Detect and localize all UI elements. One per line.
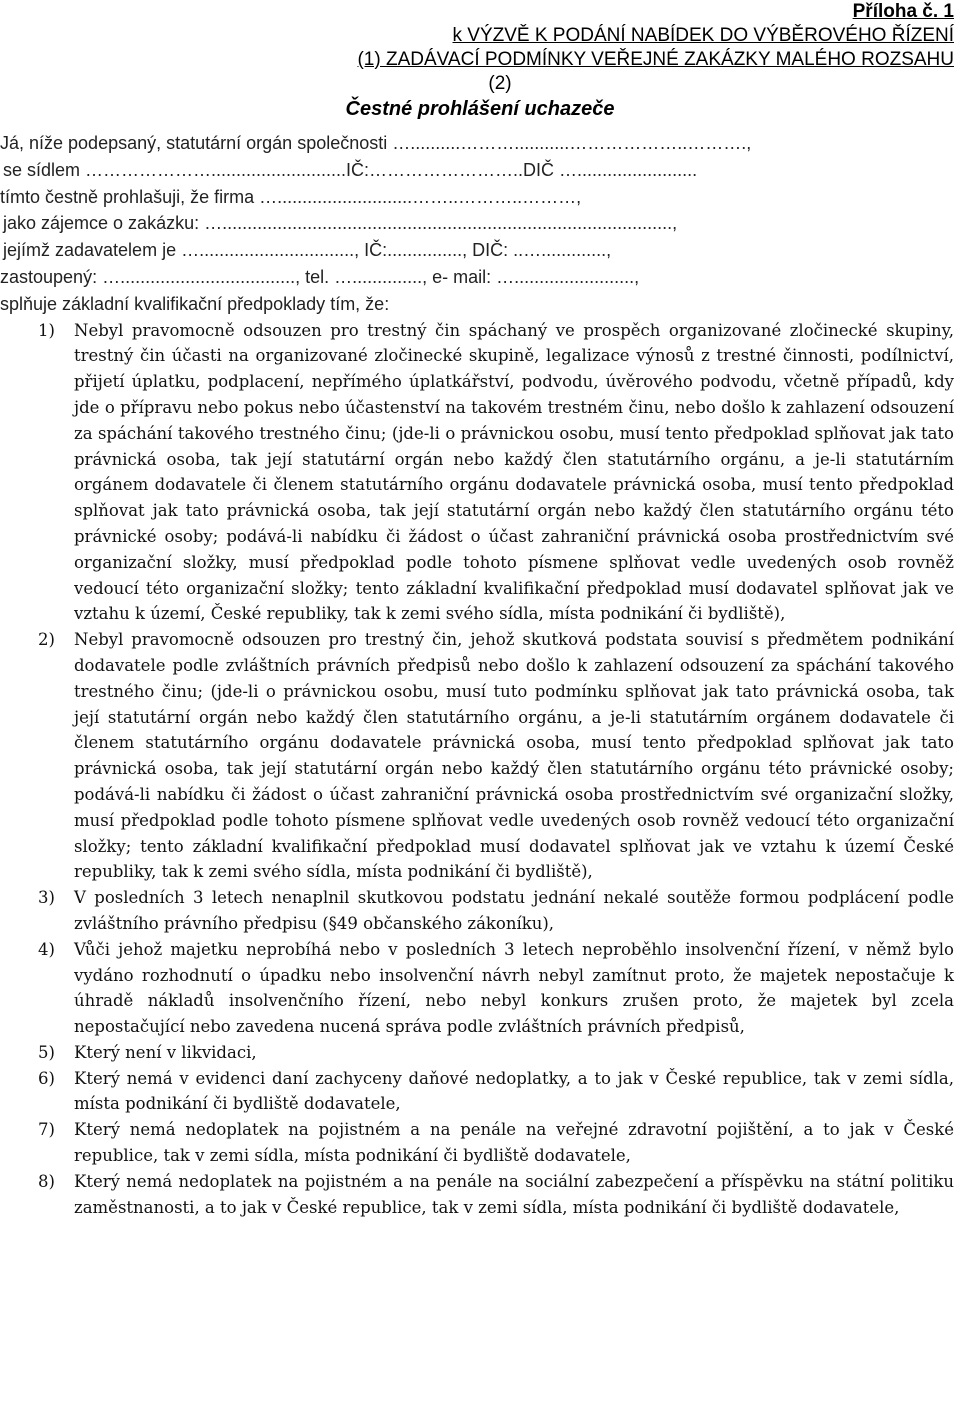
item-text: Vůči jehož majetku neprobíhá nebo v posledních 3 letech neproběhlo insolvenční řízení, v němž bylo vydáno rozhodnutí o úpadku nebo insolvenční návrh nebyl zamítnut proto, že majetek nepostačuje k úhradě nákladů insolvenčního řízení, nebo nebyl konkurs zrušen proto, že majetek byl zcela nepostačující nebo zavedena nucená správa podle zvláštních právních předpisů,: [74, 939, 954, 1037]
field-contract: jako zájemce o zakázku: …..........................................................................................,: [3, 213, 678, 234]
list-item: [0, 937, 960, 1040]
qualification-intro: splňuje základní kvalifikační předpoklady tím, že:: [0, 293, 390, 314]
attachment-label: Příloha č. 1: [852, 1, 954, 22]
item-text: V posledních 3 letech nenaplnil skutkovou podstatu jednání nekalé soutěže formou podplácení podle zvláštního právního předpisu (§49 občanského zákoníku),: [74, 888, 954, 933]
item-number: 3): [38, 888, 55, 908]
list-item: [0, 318, 960, 628]
item-number: 8): [38, 1171, 55, 1191]
list-item: [0, 1040, 960, 1066]
call-reference: k VÝZVĚ K PODÁNÍ NABÍDEK DO VÝBĚROVÉHO ŘÍZENÍ: [452, 25, 954, 46]
list-item: [0, 1066, 960, 1118]
list-item: [0, 627, 960, 885]
item-number: 4): [38, 939, 55, 959]
item-text: Nebyl pravomocně odsouzen pro trestný čin spáchaný ve prospěch organizované zločinecké skupiny, trestný čin účasti na organizované zločinecké skupině, legalizace výnosů z trestné činnosti, podílnictví, přijetí úplatku, podplacení, nepřímého úplatkářství, podvodu, úvěrového podvodu, včetně případů, kdy jde o přípravu nebo pokus nebo účastenství na takovém trestném činu, nebo došlo k zahlazení odsouzení za spáchání takového trestného činu; (jde-li o právnickou osobu, musí tento předpoklad splňovat jak tato právnická osoba, tak její statutární orgán nebo každý člen statutárního orgánu, a je-li statutárním orgánem dodavatele či členem statutárního orgánu dodavatele právnická osoba, musí tento předpoklad splňovat jak tato právnická osoba, tak její statutární orgán nebo každý člen statutárního orgánu této právnické osoby; podává-li nabídku či žádost o účast zahraniční právnická osoba prostřednictvím své organizační složky, musí předpoklad podle tohoto písmene splňovat vedle uvedených osob rovněž vedoucí této organizační složky; tento základní kvalifikační předpoklad musí dodavatel splňovat jak ve vztahu k území, České republiky, tak k zemi svého sídla, místa podnikání či bydliště),: [74, 320, 954, 624]
field-company: Já, níže podepsaný, statutární orgán společnosti …..........………...........………………..……….,: [0, 133, 752, 153]
field-contracting-authority: jejímž zadavatelem je …..............................., IČ:..............., DIČ: ..….............,: [3, 240, 612, 261]
item-text: Který nemá v evidenci daní zachyceny daňové nedoplatky, a to jak v České republice, tak v zemi sídla, místa podnikání či bydliště dodavatele,: [74, 1068, 954, 1114]
field-firm: tímto čestně prohlašuji, že firma …...........................……..………..………,: [0, 186, 582, 207]
field-seat: se sídlem …………………...........................IČ:……………………..DIČ …........................: [3, 159, 698, 180]
document-title: Čestné prohlášení uchazeče: [345, 98, 615, 120]
item-number: 1): [38, 320, 55, 340]
tender-conditions-heading: (1) ZADÁVACÍ PODMÍNKY VEŘEJNÉ ZAKÁZKY MALÉHO ROZSAHU: [357, 49, 954, 70]
item-text: Který nemá nedoplatek na pojistném a na penále na sociální zabezpečení a příspěvku na státní politiku zaměstnanosti, a to jak v České republice, tak v zemi sídla, místa podnikání či bydliště dodavatele,: [74, 1171, 954, 1217]
item-number: 5): [38, 1042, 55, 1062]
list-item: [0, 1117, 960, 1169]
item-text: Nebyl pravomocně odsouzen pro trestný čin, jehož skutková podstata souvisí s předmětem podnikání dodavatele podle zvláštních právních předpisů nebo došlo k zahlazení odsouzení za spáchání takového trestného činu; (jde-li o právnickou osobu, musí tuto podmínku splňovat jak tato právnická osoba, tak její statutární orgán nebo každý člen statutárního orgánu, a je-li statutárním orgánem dodavatele či členem statutárního orgánu dodavatele právnická osoba, musí tento předpoklad splňovat jak tato právnická osoba, tak její statutární orgán nebo každý člen statutárního orgánu této právnické osoby; podává-li nabídku či žádost o účast zahraniční právnická osoba prostřednictvím své organizační složky, musí předpoklad podle tohoto písmene splňovat vedle uvedených osob rovněž vedoucí této organizační složky; tento základní kvalifikační předpoklad musí dodavatel splňovat jak ve vztahu k území České republiky, tak k zemi svého sídla, místa podnikání či bydliště),: [74, 630, 954, 882]
list-item: [0, 1169, 960, 1221]
item-number: 6): [38, 1068, 55, 1088]
item-number: 7): [38, 1120, 55, 1140]
field-represented-by: zastoupený: …..................................., tel. ….............., e- mail: …........................,: [0, 266, 640, 287]
list-item: [0, 885, 960, 937]
item-text: Který není v likvidaci,: [74, 1042, 257, 1062]
qualification-list: [0, 318, 960, 1221]
item-text: Který nemá nedoplatek na pojistném a na penále na veřejné zdravotní pojištění, a to jak v České republice, tak v zemi sídla, místa podnikání či bydliště dodavatele,: [74, 1120, 954, 1166]
declarant-fields: [0, 130, 960, 318]
item-number: 2): [38, 630, 55, 650]
section-number: (2): [488, 73, 512, 94]
